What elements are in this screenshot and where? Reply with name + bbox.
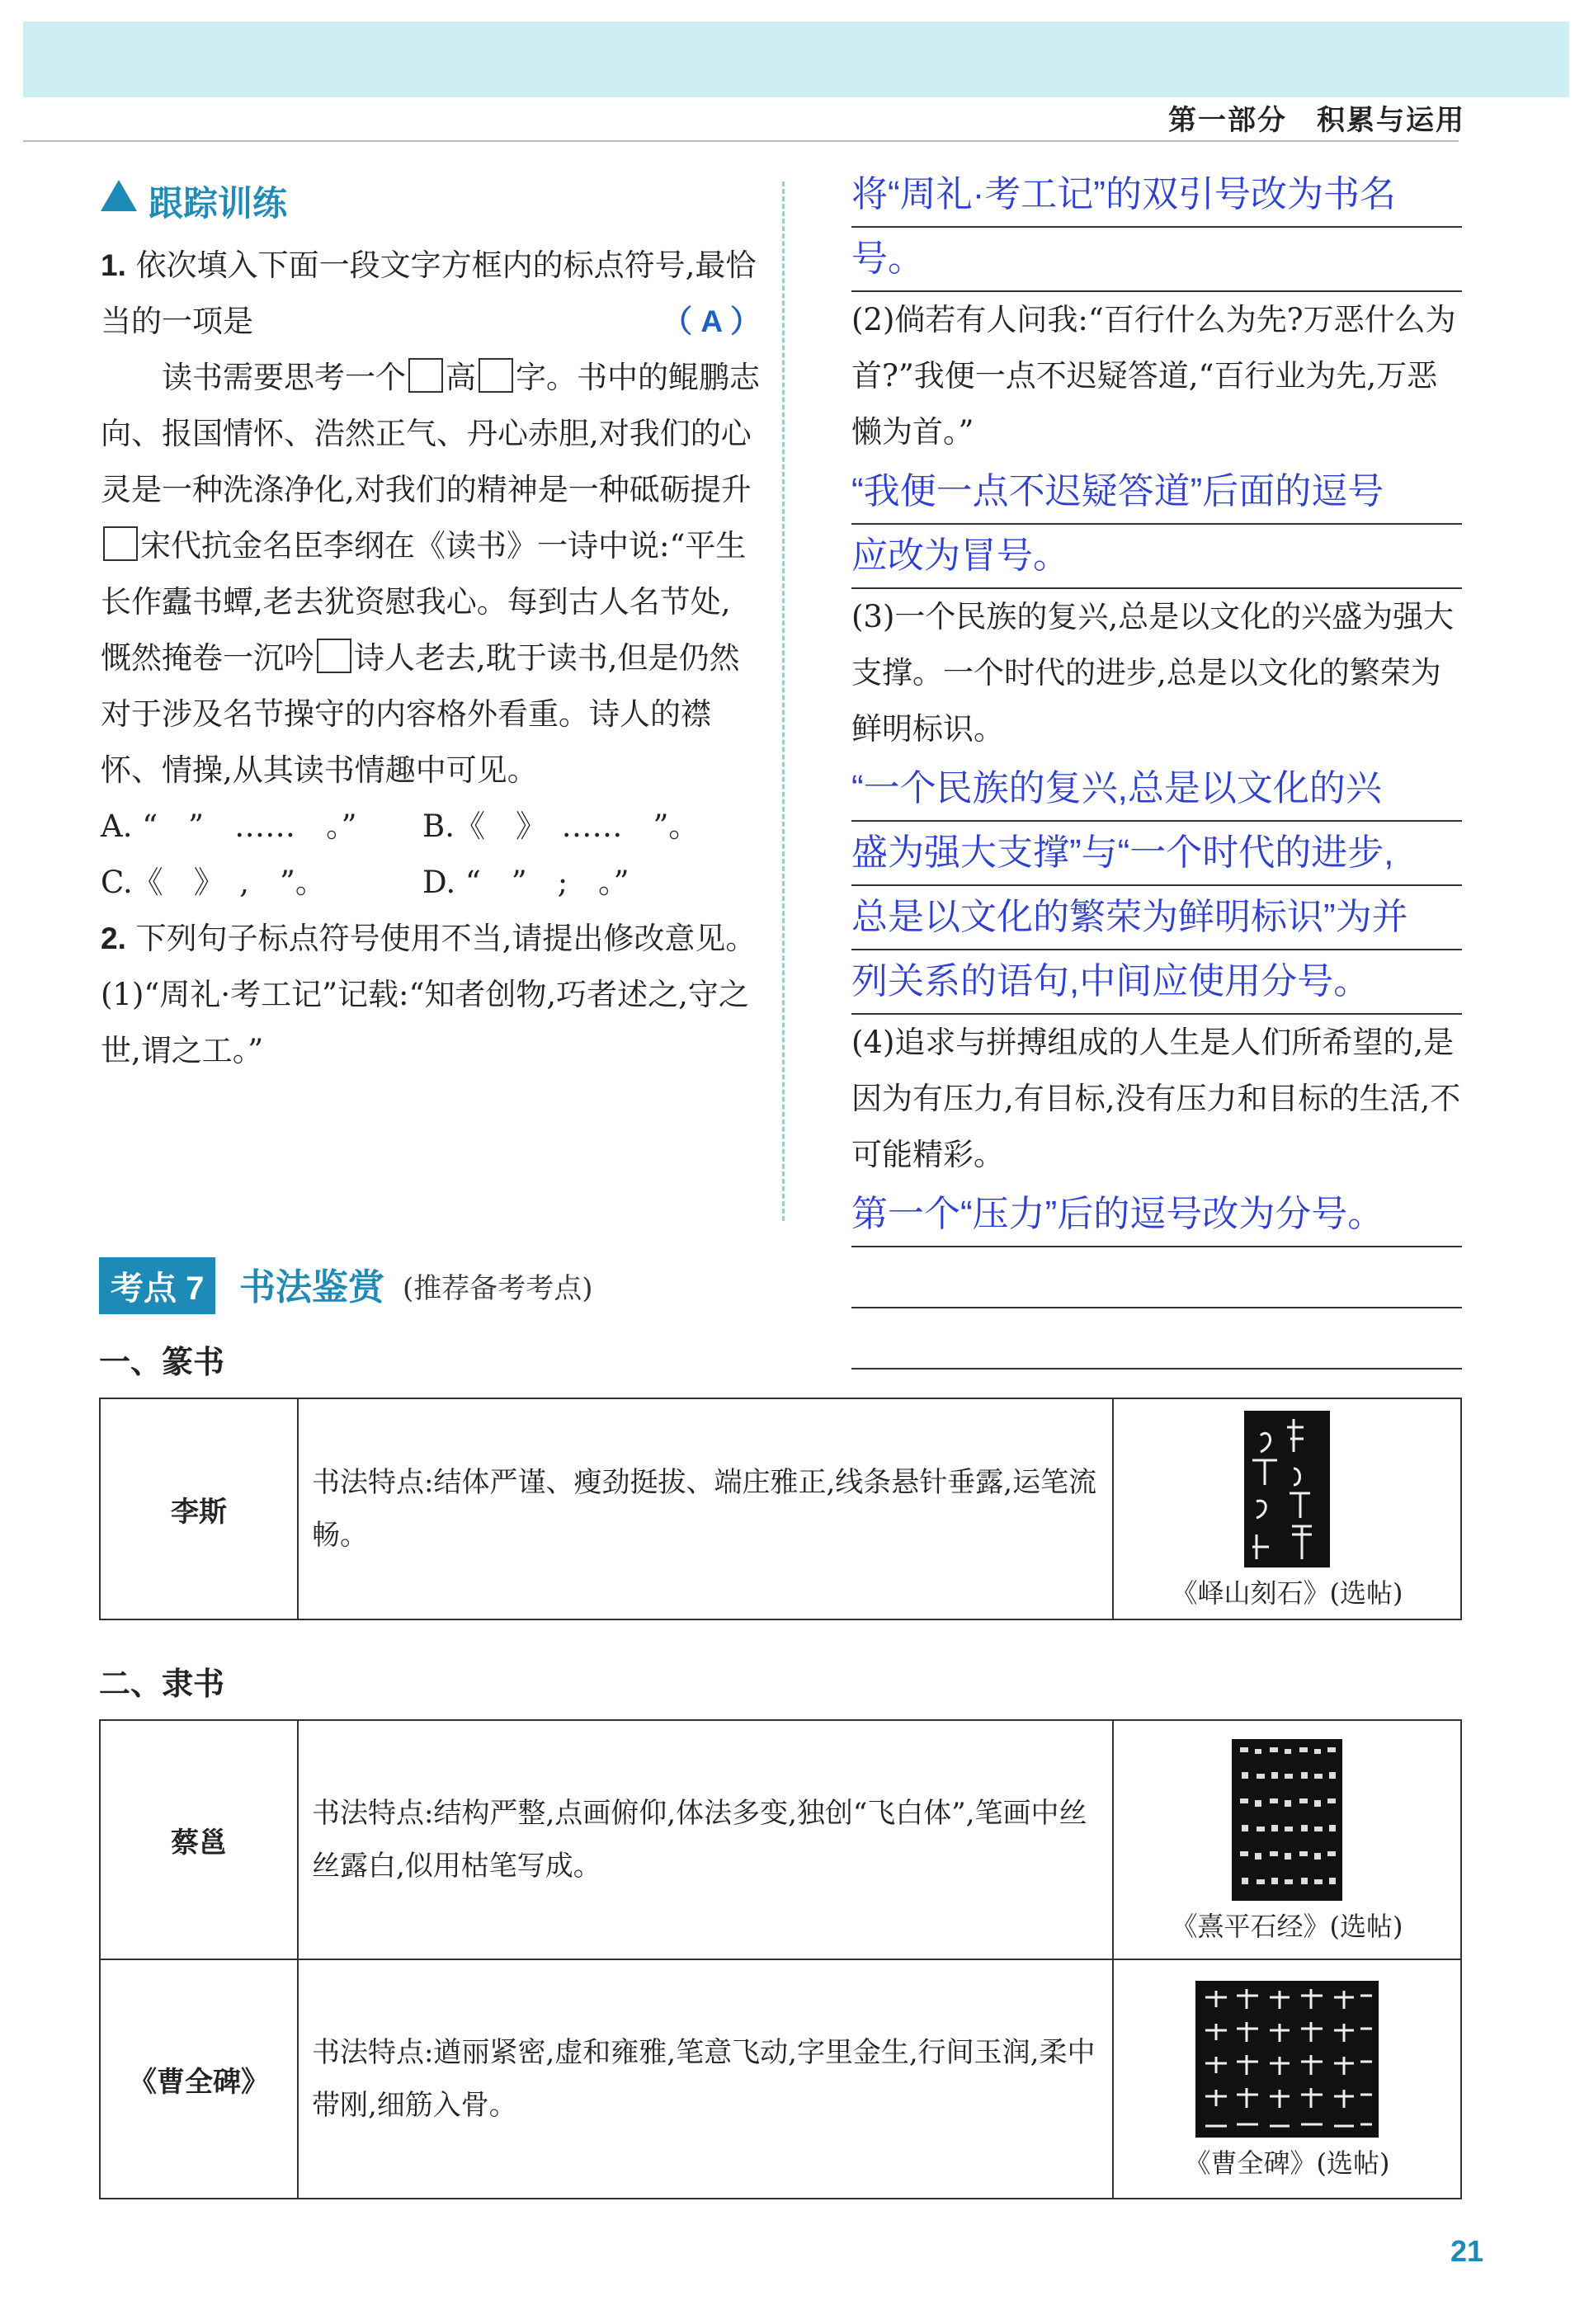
option-b: B.《 》 …… ”。 (422, 808, 700, 844)
answer-1-line-1: 将“周礼·考工记”的双引号改为书名 (851, 163, 1462, 228)
answer-3-line-3: 总是以文化的繁荣为鲜明标识”为并 (851, 886, 1462, 950)
question-2-sentence-1: (1)“周礼·考工记”记载:“知者创物,巧者述之,守之世,谓之工。” (101, 977, 749, 1068)
image-caption: 《熹平石经》(选帖) (1171, 1911, 1403, 1942)
table-row (100, 1959, 1461, 2199)
column-divider (782, 181, 785, 1221)
cao-quan-stele-image (1195, 1981, 1379, 2138)
clerical-script-table (99, 1719, 1462, 2199)
calligrapher-name: 蔡邕 (100, 1720, 298, 1959)
triangle-icon (101, 180, 137, 211)
question-1-stem: 1. 依次填入下面一段文字方框内的标点符号,最恰当的一项是 （ A ） (101, 238, 761, 350)
option-d: D. “ ” ; 。” (422, 865, 629, 900)
blank-box (103, 526, 138, 561)
answer-3-line-2: 盛为强大支撑”与“一个时代的进步, (851, 822, 1462, 886)
table-row (100, 1398, 1461, 1619)
yishan-stele-image (1244, 1411, 1330, 1567)
exam-point-subtitle: (推荐备考考点) (403, 1272, 593, 1305)
option-c: C.《 》 , ”。 (101, 865, 326, 900)
question-1-answer: （ A ） (662, 304, 761, 338)
question-1-passage: 读书需要思考一个 高 字。书中的鲲鹏志向、报国情怀、浩然正气、丹心赤胆,对我们的心灵是一种洗涤净化,对我们的精神是一种砥砺提升宋代抗金名臣李纲在《读书》一诗中说:“平生长作蠹书蟫,老去犹资慰我心。每到古人名节处,慨然掩卷一沉吟 诗人老去,耽于读书,但是仍然对于涉及名节操守的内容格外看重。诗人的襟怀、情操,从其读书情趣中可见。 (101, 360, 760, 788)
right-column (851, 163, 1462, 1369)
blank-answer-line (851, 1308, 1462, 1369)
question-2-sentence-4: (4)追求与拼搏组成的人生是人们所希望的,是因为有压力,有目标,没有压力和目标的生活,不可能精彩。 (851, 1025, 1461, 1172)
track-training-title: 跟踪训练 (149, 184, 288, 223)
calligrapher-name: 李斯 (100, 1398, 298, 1619)
answer-2-line-2: 应改为冒号。 (851, 525, 1462, 589)
question-1-number: 1. (101, 248, 126, 282)
calligraphy-sample (1113, 1398, 1461, 1619)
xiping-stone-classics-image (1232, 1739, 1342, 1901)
calligraphy-sample (1113, 1959, 1461, 2199)
top-color-band (23, 21, 1569, 97)
question-2-sentence-2: (2)倘若有人问我:“百行什么为先?万恶什么为首?”我便一点不迟疑答道,“百行业为先,万恶懒为首。” (851, 302, 1456, 450)
blank-box (317, 639, 351, 673)
question-1-options (101, 799, 761, 911)
header-rule (23, 140, 1459, 142)
answer-2-line-1: “我便一点不迟疑答道”后面的逗号 (851, 460, 1462, 525)
heading-seal-script: 一、篆书 (99, 1346, 225, 1380)
answer-1-line-2: 号。 (851, 228, 1462, 292)
answer-3-line-4: 列关系的语句,中间应使用分号。 (851, 950, 1462, 1015)
calligrapher-name: 《曹全碑》 (100, 1959, 298, 2199)
blank-box (479, 358, 513, 393)
answer-4-line-1: 第一个“压力”后的逗号改为分号。 (851, 1183, 1462, 1247)
blank-answer-line (851, 1247, 1462, 1308)
exam-point-badge: 考点 7 (99, 1257, 215, 1314)
blank-box (408, 358, 443, 393)
image-caption: 《曹全碑》(选帖) (1184, 2147, 1390, 2179)
calligraphy-sample (1113, 1720, 1461, 1959)
section-header: 第一部分 积累与运用 (1168, 105, 1465, 136)
calligraphy-description: 书法特点:结体严谨、瘦劲挺拔、端庄雅正,线条悬针垂露,运笔流畅。 (298, 1398, 1113, 1619)
question-2-stem: 2. 下列句子标点符号使用不当,请提出修改意见。 (101, 921, 757, 956)
table-row (100, 1720, 1461, 1959)
left-column (101, 238, 761, 1079)
option-a: A. “ ” …… 。” (101, 808, 357, 844)
calligraphy-description: 书法特点:遒丽紧密,虚和雍雅,笔意飞动,字里金生,行间玉润,柔中带刚,细筋入骨。 (298, 1959, 1113, 2199)
answer-3-line-1: “一个民族的复兴,总是以文化的兴 (851, 757, 1462, 822)
seal-script-table (99, 1398, 1462, 1620)
question-2-number: 2. (101, 922, 126, 955)
exam-point-title: 书法鉴赏 (239, 1267, 384, 1308)
calligraphy-description: 书法特点:结构严整,点画俯仰,体法多变,独创“飞白体”,笔画中丝丝露白,似用枯笔写成。 (298, 1720, 1113, 1959)
image-caption: 《峄山刻石》(选帖) (1171, 1577, 1403, 1609)
question-2-sentence-3: (3)一个民族的复兴,总是以文化的兴盛为强大支撑。一个时代的进步,总是以文化的繁荣为鲜明标识。 (851, 599, 1455, 747)
page-number: 21 (1450, 2234, 1483, 2268)
heading-clerical-script: 二、隶书 (99, 1667, 225, 1702)
